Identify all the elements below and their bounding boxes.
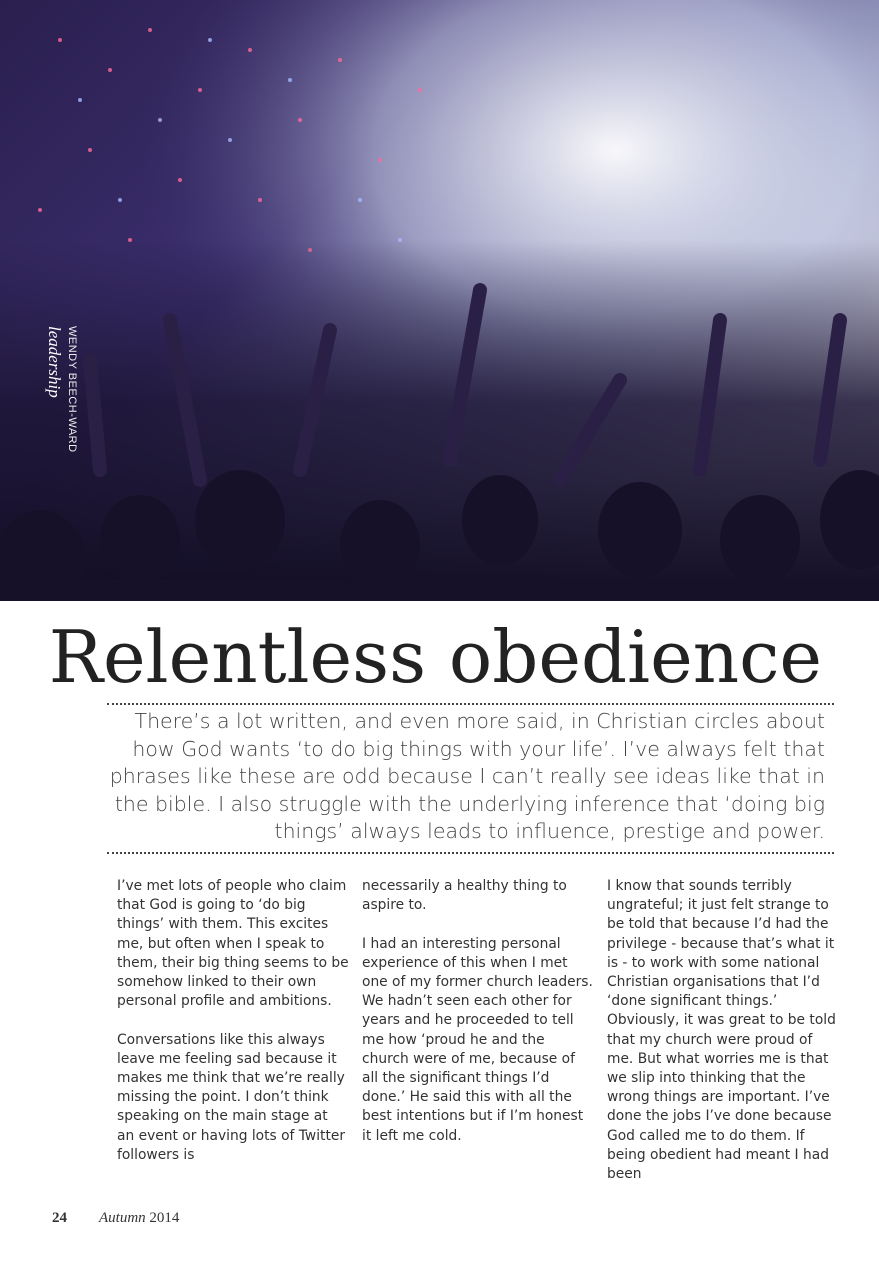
paragraph: Conversations like this always leave me feeling sad because it makes me think that we’re really missing the point. I don’t think speaking on the main stage at an event or having lots of Twitter followers is — [117, 1031, 346, 1163]
paragraph: I’ve met lots of people who claim that God is going to ‘do big things’ with them. This excites me, but often when I speak to them, their big thing seems to be somehow linked to their own personal profile and ambitions. — [117, 878, 349, 1010]
section-name: leadership — [45, 326, 64, 398]
author-name: WENDY BEECH-WARD — [66, 326, 78, 453]
issue-year: 2014 — [149, 1210, 180, 1226]
side-label — [44, 326, 78, 466]
paragraph: I know that sounds terribly ungrateful; it just felt strange to be told that because I’d had the privilege - because that’s what it is - to work with some national Christian organisations that I’d ‘done significant things.’ Obviously, it was great to be told that my church were proud of me. But what worries me is that we slip into thinking that the wrong things are important. I’ve done the jobs I’ve done because God called me to do them. If being obedient had meant I had been — [607, 878, 836, 1183]
divider-bottom — [107, 852, 834, 854]
body-column-3 — [607, 877, 839, 1203]
paragraph: necessarily a healthy thing to aspire to. — [362, 878, 567, 914]
article-title: Relentless obedience — [48, 615, 822, 699]
page-footer — [52, 1210, 179, 1227]
standfirst: There’s a lot written, and even more said, in Christian circles about how God wants ‘to do big things with your life’. I’ve always felt that phrases like these are odd because I can’t really see ideas like that in the bible. I also struggle with the underlying inference that ‘doing big things’ always leads to influence, prestige and power. — [109, 709, 825, 843]
divider-top — [107, 703, 834, 705]
page-number: 24 — [52, 1210, 67, 1226]
hero-photo — [0, 0, 879, 601]
crowd-illustration — [0, 0, 879, 601]
body-column-2 — [362, 877, 594, 1165]
paragraph: I had an interesting personal experience of this when I met one of my former church leaders. We hadn’t seen each other for years and he proceeded to tell me how ‘proud he and the church were of me, because of all the significant things I’d done.’ He said this with all the best intentions but if I’m honest it left me cold. — [362, 935, 593, 1144]
body-column-1 — [117, 877, 349, 1184]
issue-season: Autumn — [99, 1210, 146, 1226]
